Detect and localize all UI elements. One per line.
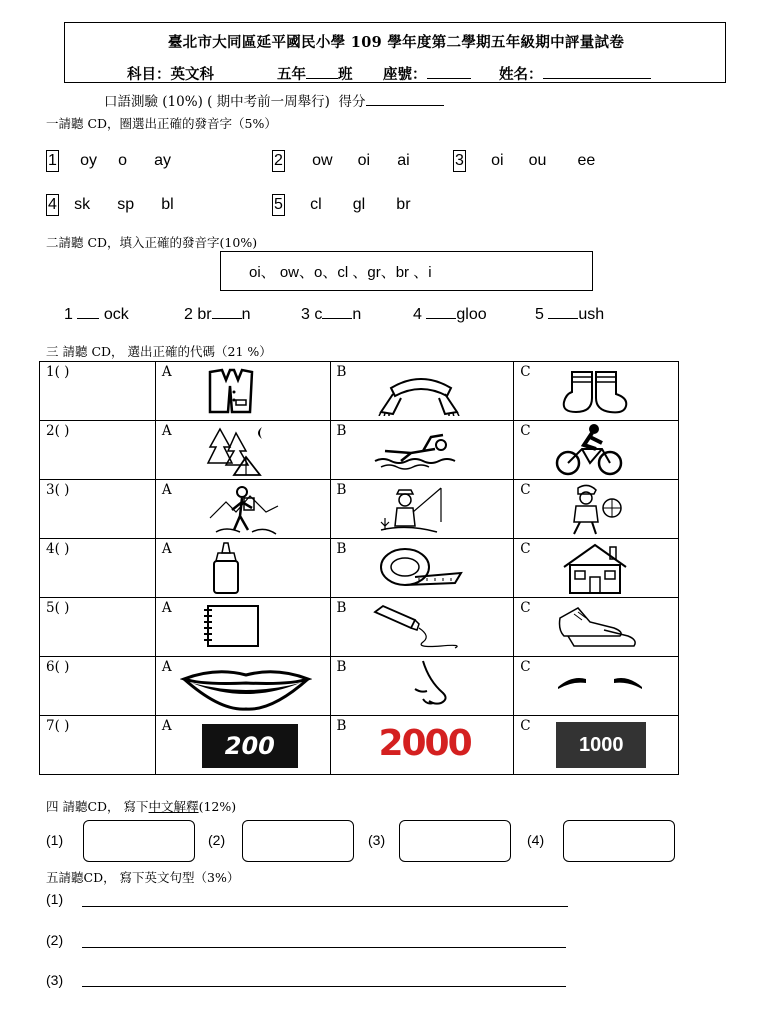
- option-label: A: [161, 718, 172, 734]
- row-number: 3( ): [40, 480, 156, 539]
- option-label: A: [161, 364, 172, 380]
- s4-answer-box-4[interactable]: [563, 820, 675, 862]
- s2-item-3: 3 c n: [301, 306, 362, 323]
- cyclist-icon: [554, 423, 624, 477]
- s5-write-line-1[interactable]: [82, 906, 568, 907]
- table-row: [40, 716, 679, 775]
- option-label: A: [161, 659, 172, 675]
- socks-icon: [558, 368, 632, 416]
- basketball-player-icon: [554, 482, 630, 538]
- table-row: [40, 480, 679, 539]
- camping-tent-icon: [206, 423, 272, 477]
- glue-bottle-icon: [206, 541, 246, 597]
- option-label: C: [520, 423, 531, 439]
- option-label: A: [161, 600, 172, 616]
- s4-label-3: (3): [368, 832, 386, 848]
- option-label: B: [336, 659, 347, 675]
- s5-label-3: (3): [46, 972, 64, 988]
- options-box: [220, 251, 593, 291]
- option-label: C: [520, 659, 531, 675]
- toothpaste-icon: [371, 602, 471, 652]
- s2-item-2: 2 br n: [184, 306, 251, 323]
- option-label: C: [520, 482, 531, 498]
- s1-item-2: 2 ow oi ai: [272, 150, 410, 172]
- grade-label: 五年 班: [277, 66, 353, 83]
- number-2000: 2000: [378, 723, 471, 764]
- notebook-icon: [200, 602, 264, 652]
- option-label: B: [336, 718, 347, 734]
- exam-title: 臺北市大同區延平國民小學 109 學年度第二學期五年級期中評量試卷: [167, 34, 625, 51]
- s2-item-4: 4 gloo: [413, 306, 487, 323]
- options-text: oi、 ow、o、cl 、gr、br 、i: [249, 264, 432, 281]
- s4-answer-box-3[interactable]: [399, 820, 511, 862]
- s1-item-1: 1 oy o ay: [46, 150, 171, 172]
- table-row: [40, 362, 679, 421]
- number-200: 200: [202, 724, 298, 768]
- tape-measure-icon: [375, 543, 467, 593]
- s1-item-4: 4 sk sp bl: [46, 194, 174, 216]
- section1-title: 一請聽 CD，圈選出正確的發音字（5%）: [46, 116, 277, 131]
- table-row: [40, 539, 679, 598]
- seat-label: 座號：: [383, 63, 471, 84]
- table-row: [40, 598, 679, 657]
- number-1000: 1000: [556, 722, 646, 768]
- option-label: B: [336, 364, 347, 380]
- option-label: B: [336, 423, 347, 439]
- picture-table: [39, 361, 679, 775]
- s4-label-2: (2): [208, 832, 226, 848]
- row-number: 6( ): [40, 657, 156, 716]
- table-row: [40, 421, 679, 480]
- row-number: 2( ): [40, 421, 156, 480]
- option-label: C: [520, 600, 531, 616]
- sneakers-icon: [554, 600, 638, 654]
- oral-test-line: 口語測驗 (10%) ( 期中考前一周舉行) 得分: [104, 90, 444, 110]
- section4-title: 四 請聽CD， 寫下中文解釋(12%): [46, 799, 237, 814]
- option-label: B: [336, 482, 347, 498]
- row-number: 4( ): [40, 539, 156, 598]
- eyebrows-icon: [554, 671, 646, 695]
- swimmer-icon: [371, 431, 461, 473]
- house-icon: [560, 541, 630, 595]
- option-label: B: [336, 541, 347, 557]
- s2-item-1: 1 ock: [64, 306, 129, 323]
- nose-icon: [409, 659, 459, 713]
- vest-icon: [202, 366, 258, 416]
- row-number: 1( ): [40, 362, 156, 421]
- s1-item-5: 5 cl gl br: [272, 194, 411, 216]
- s5-label-2: (2): [46, 932, 64, 948]
- section3-title: 三 請聽 CD， 選出正確的代碼（21 %）: [46, 344, 272, 359]
- header-box: [64, 22, 726, 83]
- option-label: C: [520, 541, 531, 557]
- s5-write-line-2[interactable]: [82, 947, 566, 948]
- name-label: 姓名：: [499, 63, 651, 84]
- option-label: C: [520, 718, 531, 734]
- fisherman-icon: [377, 482, 447, 538]
- mouth-icon: [180, 667, 312, 711]
- scarf-icon: [371, 368, 471, 416]
- section2-title: 二請聽 CD，填入正確的發音字(10%): [46, 235, 258, 250]
- s2-item-5: 5 ush: [535, 306, 605, 323]
- section5-title: 五請聽CD， 寫下英文句型（3%）: [46, 870, 240, 885]
- s4-label-1: (1): [46, 832, 64, 848]
- s4-answer-box-1[interactable]: [83, 820, 195, 862]
- s1-item-3: 3 oi ou ee: [453, 150, 595, 172]
- option-label: C: [520, 364, 531, 380]
- s4-answer-box-2[interactable]: [242, 820, 354, 862]
- s4-label-4: (4): [527, 832, 545, 848]
- option-label: B: [336, 600, 347, 616]
- row-number: 7( ): [40, 716, 156, 775]
- s5-label-1: (1): [46, 891, 64, 907]
- subject-label: 科目：英文科: [127, 66, 214, 83]
- row-number: 5( ): [40, 598, 156, 657]
- option-label: A: [161, 423, 172, 439]
- hiker-icon: [206, 482, 282, 538]
- s5-write-line-3[interactable]: [82, 986, 566, 987]
- table-row: [40, 657, 679, 716]
- option-label: A: [161, 541, 172, 557]
- option-label: A: [161, 482, 172, 498]
